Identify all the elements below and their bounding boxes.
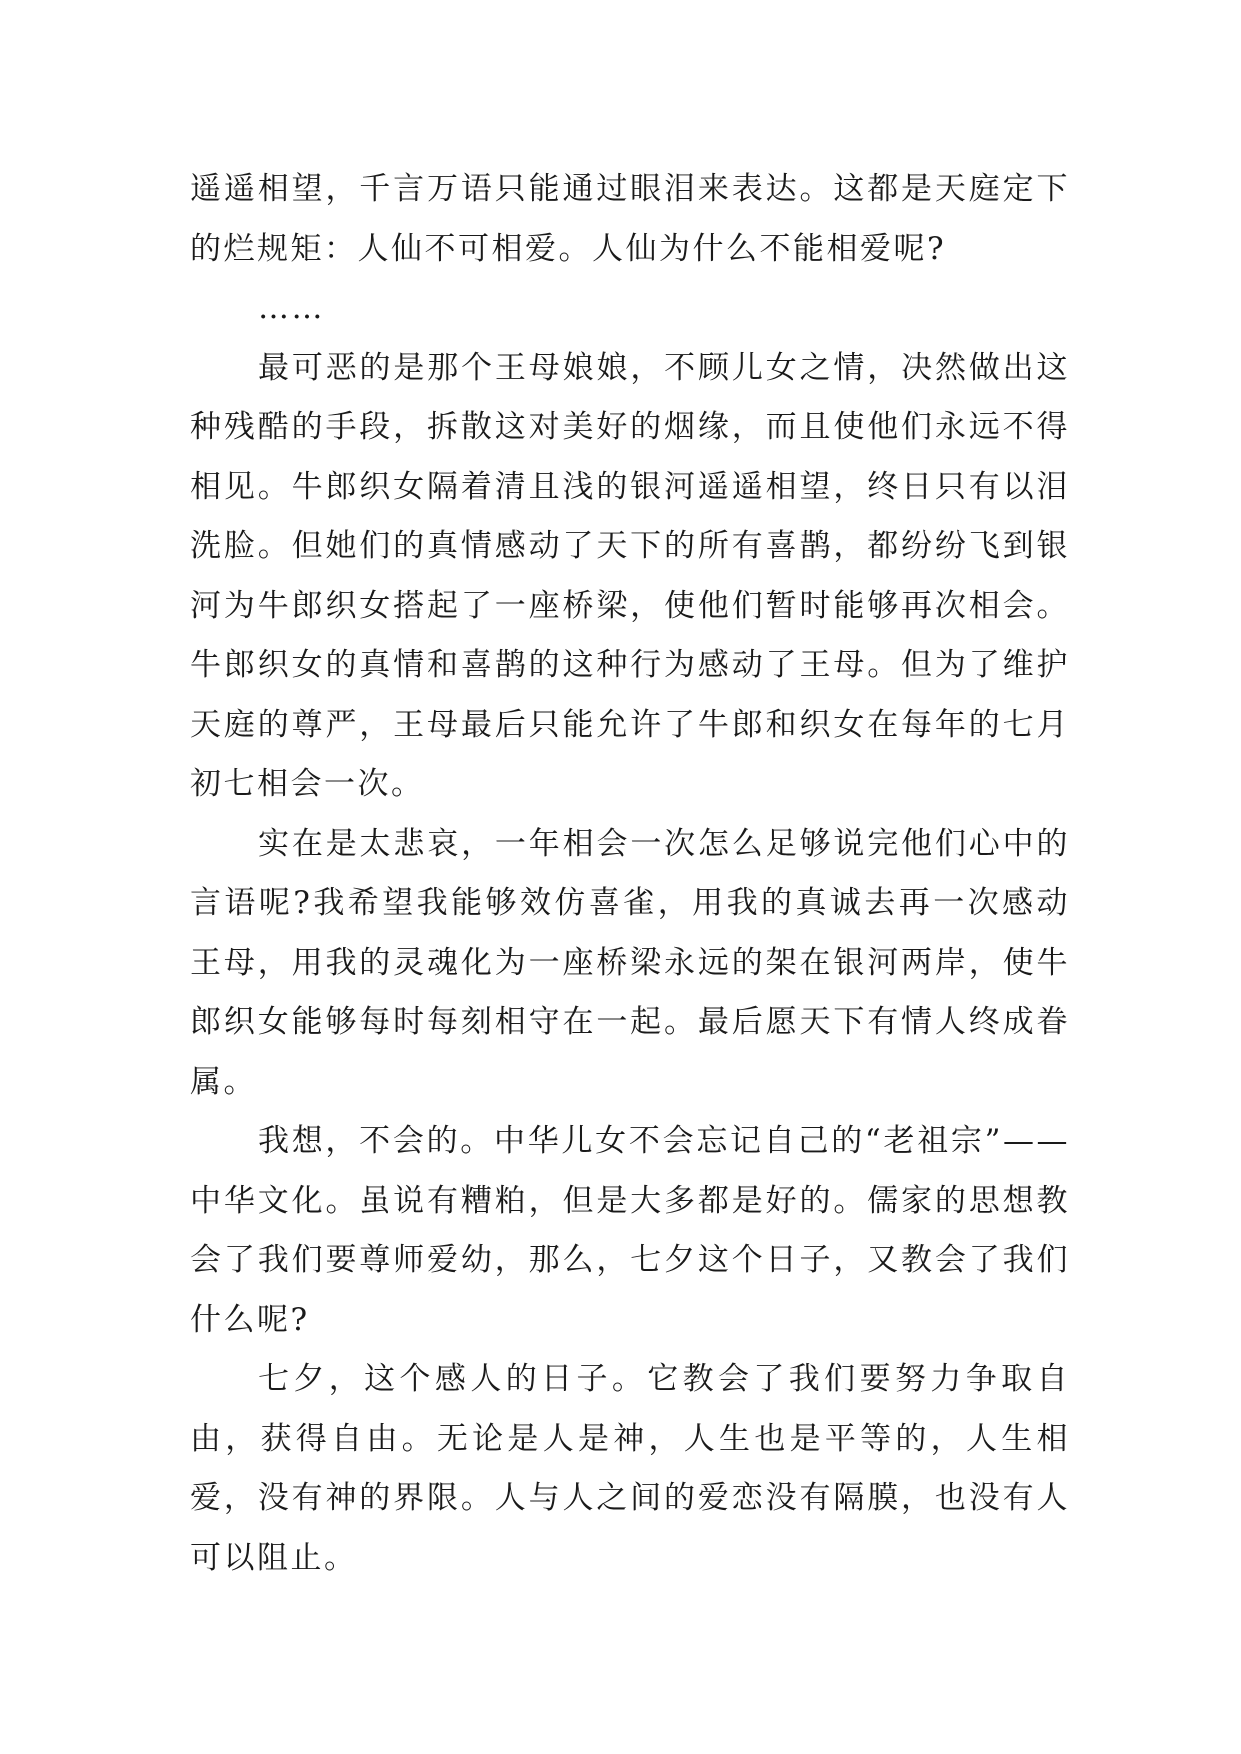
paragraph-3: 最可恶的是那个王母娘娘，不顾儿女之情，决然做出这种残酷的手段，拆散这对美好的烟缘，而且使他们永远不得相见。牛郎织女隔着清且浅的银河遥遥相望，终日只有以泪洗脸。但她们的真情感动了天下的所有喜鹊，都纷纷飞到银河为牛郎织女搭起了一座桥梁，使他们暂时能够再次相会。牛郎织女的真情和喜鹊的这种行为感动了王母。但为了维护天庭的尊严，王母最后只能允许了牛郎和织女在每年的七月初七相会一次。 (190, 349, 1070, 802)
paragraph-6: 七夕，这个感人的日子。它教会了我们要努力争取自由，获得自由。无论是人是神，人生也是平等的，人生相爱，没有神的界限。人与人之间的爱恋没有隔膜，也没有人可以阻止。 (190, 1361, 1070, 1576)
paragraph-ellipsis: …… (258, 290, 325, 326)
paragraph-1: 遥遥相望，千言万语只能通过眼泪来表达。这都是天庭定下的烂规矩：人仙不可相爱。人仙为什么不能相爱呢? (190, 171, 1070, 267)
document-body (190, 160, 1070, 1588)
paragraph-4: 实在是太悲哀，一年相会一次怎么足够说完他们心中的言语呢?我希望我能够效仿喜雀，用我的真诚去再一次感动王母，用我的灵魂化为一座桥梁永远的架在银河两岸，使牛郎织女能够每时每刻相守在一起。最后愿天下有情人终成眷属。 (190, 825, 1070, 1100)
paragraph-5: 我想，不会的。中华儿女不会忘记自己的“老祖宗”——中华文化。虽说有糟粕，但是大多都是好的。儒家的思想教会了我们要尊师爱幼，那么，七夕这个日子，又教会了我们什么呢? (190, 1123, 1070, 1338)
